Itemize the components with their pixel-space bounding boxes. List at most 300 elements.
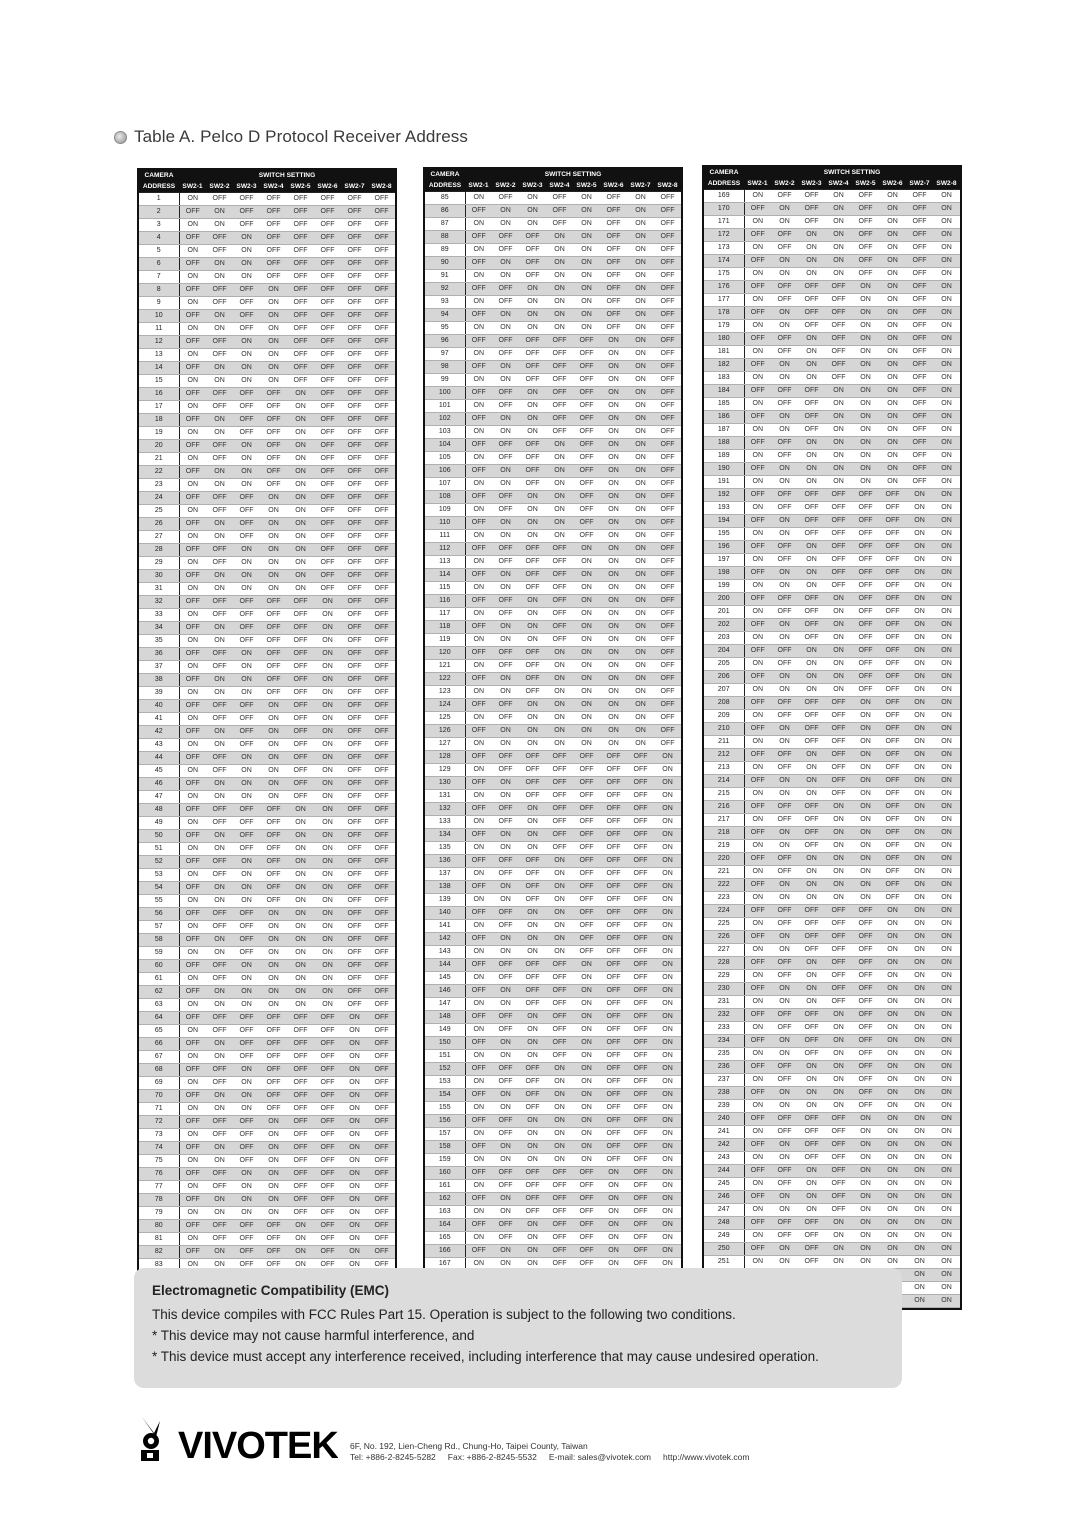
switch-setting-header: SWITCH SETTING: [465, 169, 681, 180]
switch-state-cell: OFF: [368, 231, 395, 244]
switch-state-cell: ON: [600, 620, 627, 633]
switch-state-cell: OFF: [341, 530, 368, 543]
switch-state-cell: OFF: [287, 1115, 314, 1128]
address-table-1: [137, 168, 397, 1287]
switch-state-cell: OFF: [519, 1179, 546, 1192]
switch-state-cell: ON: [654, 815, 681, 828]
table-row: [139, 1050, 395, 1063]
camera-address-cell: 36: [139, 647, 179, 660]
table-row: [425, 464, 681, 477]
switch-state-cell: OFF: [519, 685, 546, 698]
switch-state-cell: ON: [341, 1141, 368, 1154]
switch-state-cell: OFF: [852, 631, 879, 644]
switch-state-cell: ON: [314, 686, 341, 699]
camera-address-cell: 150: [425, 1036, 465, 1049]
switch-state-cell: ON: [573, 724, 600, 737]
camera-address-cell: 152: [425, 1062, 465, 1075]
switch-state-cell: OFF: [368, 530, 395, 543]
switch-state-cell: ON: [492, 464, 519, 477]
switch-state-cell: OFF: [627, 984, 654, 997]
switch-state-cell: ON: [519, 295, 546, 308]
switch-state-cell: ON: [798, 566, 825, 579]
switch-state-cell: OFF: [906, 358, 933, 371]
switch-state-cell: ON: [519, 412, 546, 425]
camera-address-cell: 140: [425, 906, 465, 919]
camera-address-cell: 134: [425, 828, 465, 841]
circle-bullet-icon: [114, 131, 127, 144]
switch-state-cell: ON: [573, 1101, 600, 1114]
switch-state-cell: OFF: [825, 1203, 852, 1216]
table-row: [425, 984, 681, 997]
switch-state-cell: ON: [179, 946, 206, 959]
website-link[interactable]: http://www.vivotek.com: [663, 1452, 750, 1462]
switch-state-cell: ON: [260, 569, 287, 582]
switch-state-cell: OFF: [492, 282, 519, 295]
camera-address-cell: 3: [139, 218, 179, 231]
switch-state-cell: OFF: [654, 646, 681, 659]
switch-state-cell: ON: [654, 1062, 681, 1075]
switch-state-cell: ON: [825, 1242, 852, 1255]
emc-notice: [134, 1268, 902, 1388]
table-row: [425, 906, 681, 919]
switch-setting-header: SWITCH SETTING: [179, 170, 395, 181]
switch-state-cell: ON: [879, 267, 906, 280]
switch-state-cell: OFF: [654, 620, 681, 633]
switch-state-cell: ON: [465, 477, 492, 490]
switch-state-cell: ON: [933, 1047, 960, 1060]
camera-address-cell: 173: [704, 241, 744, 254]
switch-state-cell: OFF: [573, 529, 600, 542]
switch-state-cell: OFF: [341, 959, 368, 972]
switch-state-cell: OFF: [654, 425, 681, 438]
switch-state-cell: ON: [341, 1258, 368, 1271]
switch-state-cell: OFF: [546, 594, 573, 607]
switch-state-cell: ON: [933, 735, 960, 748]
switch-state-cell: ON: [798, 878, 825, 891]
switch-state-cell: ON: [933, 1008, 960, 1021]
switch-state-cell: ON: [600, 477, 627, 490]
table-row: [425, 828, 681, 841]
switch-state-cell: ON: [260, 738, 287, 751]
switch-state-cell: ON: [879, 254, 906, 267]
camera-address-cell: 87: [425, 217, 465, 230]
switch-state-cell: ON: [627, 191, 654, 204]
switch-state-cell: ON: [314, 868, 341, 881]
switch-state-cell: OFF: [546, 1244, 573, 1257]
switch-state-cell: OFF: [368, 1115, 395, 1128]
switch-state-cell: OFF: [368, 725, 395, 738]
switch-state-cell: OFF: [492, 191, 519, 204]
switch-state-cell: OFF: [573, 880, 600, 893]
switch-state-cell: OFF: [287, 1102, 314, 1115]
switch-state-cell: ON: [906, 982, 933, 995]
table-row: [139, 790, 395, 803]
camera-address-cell: 212: [704, 748, 744, 761]
switch-state-cell: ON: [206, 530, 233, 543]
switch-state-cell: OFF: [368, 413, 395, 426]
switch-state-cell: OFF: [825, 904, 852, 917]
switch-state-cell: OFF: [600, 906, 627, 919]
table-row: [704, 1060, 960, 1073]
camera-address-cell: 112: [425, 542, 465, 555]
switch-state-cell: ON: [879, 215, 906, 228]
camera-address-cell: 183: [704, 371, 744, 384]
switch-state-cell: ON: [233, 1076, 260, 1089]
switch-state-cell: OFF: [314, 218, 341, 231]
camera-address-cell: 77: [139, 1180, 179, 1193]
table-row: [704, 982, 960, 995]
switch-state-cell: OFF: [314, 1245, 341, 1258]
camera-address-cell: 250: [704, 1242, 744, 1255]
switch-state-cell: ON: [260, 946, 287, 959]
switch-state-cell: ON: [933, 904, 960, 917]
switch-column-header: SW2-1: [179, 181, 206, 192]
switch-state-cell: ON: [771, 1099, 798, 1112]
switch-state-cell: ON: [906, 579, 933, 592]
switch-state-cell: ON: [314, 894, 341, 907]
switch-state-cell: ON: [654, 1023, 681, 1036]
switch-state-cell: ON: [906, 904, 933, 917]
camera-address-cell: 24: [139, 491, 179, 504]
switch-state-cell: ON: [906, 826, 933, 839]
table-row: [139, 673, 395, 686]
switch-state-cell: OFF: [798, 1138, 825, 1151]
switch-state-cell: OFF: [206, 1180, 233, 1193]
switch-column-header: SW2-5: [852, 178, 879, 189]
switch-state-cell: OFF: [654, 711, 681, 724]
switch-state-cell: OFF: [341, 244, 368, 257]
camera-address-cell: 63: [139, 998, 179, 1011]
switch-state-cell: OFF: [654, 269, 681, 282]
table-row: [139, 452, 395, 465]
camera-address-cell: 117: [425, 607, 465, 620]
switch-state-cell: OFF: [314, 296, 341, 309]
table-row: [425, 438, 681, 451]
switch-state-cell: OFF: [825, 943, 852, 956]
switch-state-cell: ON: [825, 1047, 852, 1060]
switch-state-cell: OFF: [314, 335, 341, 348]
switch-state-cell: OFF: [368, 361, 395, 374]
camera-address-cell: 133: [425, 815, 465, 828]
switch-state-cell: ON: [341, 1193, 368, 1206]
switch-state-cell: OFF: [492, 711, 519, 724]
switch-state-cell: OFF: [465, 1166, 492, 1179]
switch-state-cell: OFF: [287, 738, 314, 751]
switch-state-cell: ON: [179, 686, 206, 699]
switch-state-cell: OFF: [179, 881, 206, 894]
switch-state-cell: OFF: [206, 1115, 233, 1128]
switch-state-cell: ON: [852, 1151, 879, 1164]
switch-state-cell: OFF: [798, 1255, 825, 1268]
switch-state-cell: OFF: [368, 634, 395, 647]
switch-state-cell: OFF: [573, 1205, 600, 1218]
camera-address-cell: 26: [139, 517, 179, 530]
camera-address-cell: 18: [139, 413, 179, 426]
switch-state-cell: ON: [233, 452, 260, 465]
table-row: [704, 774, 960, 787]
switch-state-cell: ON: [798, 449, 825, 462]
switch-state-cell: ON: [179, 1050, 206, 1063]
table-row: [704, 735, 960, 748]
table-row: [139, 725, 395, 738]
camera-address-cell: 43: [139, 738, 179, 751]
switch-state-cell: OFF: [368, 387, 395, 400]
switch-state-cell: ON: [206, 881, 233, 894]
switch-state-cell: OFF: [492, 854, 519, 867]
switch-state-cell: ON: [519, 1036, 546, 1049]
camera-address-cell: 60: [139, 959, 179, 972]
switch-state-cell: OFF: [519, 256, 546, 269]
switch-state-cell: OFF: [314, 231, 341, 244]
switch-state-cell: OFF: [233, 517, 260, 530]
switch-state-cell: ON: [179, 582, 206, 595]
table-row: [425, 1140, 681, 1153]
camera-address-cell: 69: [139, 1076, 179, 1089]
switch-state-cell: OFF: [744, 410, 771, 423]
switch-state-cell: OFF: [287, 309, 314, 322]
camera-address-cell: 80: [139, 1219, 179, 1232]
switch-state-cell: ON: [519, 191, 546, 204]
camera-address-cell: 240: [704, 1112, 744, 1125]
table-row: [425, 269, 681, 282]
switch-state-cell: OFF: [287, 374, 314, 387]
switch-state-cell: OFF: [744, 982, 771, 995]
switch-state-cell: OFF: [519, 555, 546, 568]
switch-state-cell: ON: [852, 345, 879, 358]
email-link[interactable]: E-mail: sales@vivotek.com: [548, 1452, 652, 1462]
switch-state-cell: ON: [206, 1245, 233, 1258]
switch-state-cell: ON: [879, 319, 906, 332]
switch-state-cell: ON: [852, 371, 879, 384]
camera-address-cell: 56: [139, 907, 179, 920]
camera-address-cell: 154: [425, 1088, 465, 1101]
switch-state-cell: OFF: [573, 854, 600, 867]
switch-state-cell: OFF: [654, 321, 681, 334]
switch-state-cell: ON: [825, 423, 852, 436]
switch-state-cell: ON: [314, 738, 341, 751]
switch-state-cell: OFF: [744, 1190, 771, 1203]
switch-state-cell: OFF: [771, 761, 798, 774]
switch-state-cell: ON: [287, 387, 314, 400]
table-row: [704, 540, 960, 553]
camera-address-cell: 67: [139, 1050, 179, 1063]
switch-state-cell: ON: [492, 880, 519, 893]
table-row: [704, 670, 960, 683]
camera-address-cell: 9: [139, 296, 179, 309]
switch-state-cell: OFF: [654, 230, 681, 243]
switch-state-cell: ON: [852, 462, 879, 475]
switch-state-cell: ON: [933, 696, 960, 709]
switch-state-cell: OFF: [341, 426, 368, 439]
switch-state-cell: ON: [287, 439, 314, 452]
switch-state-cell: OFF: [314, 1232, 341, 1245]
camera-header: CAMERA: [704, 167, 744, 178]
switch-state-cell: ON: [287, 452, 314, 465]
switch-state-cell: ON: [287, 985, 314, 998]
switch-state-cell: ON: [492, 672, 519, 685]
switch-state-cell: OFF: [519, 1101, 546, 1114]
switch-state-cell: OFF: [465, 594, 492, 607]
switch-state-cell: ON: [744, 813, 771, 826]
switch-state-cell: ON: [852, 1125, 879, 1138]
switch-state-cell: ON: [744, 631, 771, 644]
switch-state-cell: OFF: [465, 724, 492, 737]
switch-state-cell: ON: [573, 698, 600, 711]
switch-state-cell: ON: [600, 399, 627, 412]
camera-address-cell: 206: [704, 670, 744, 683]
switch-state-cell: ON: [906, 683, 933, 696]
switch-state-cell: ON: [627, 451, 654, 464]
switch-state-cell: ON: [314, 972, 341, 985]
switch-state-cell: ON: [600, 386, 627, 399]
switch-state-cell: OFF: [341, 517, 368, 530]
switch-state-cell: ON: [519, 932, 546, 945]
switch-state-cell: OFF: [600, 217, 627, 230]
switch-state-cell: OFF: [314, 569, 341, 582]
switch-state-cell: ON: [287, 998, 314, 1011]
switch-state-cell: OFF: [179, 855, 206, 868]
table-row: [425, 1036, 681, 1049]
switch-state-cell: ON: [627, 438, 654, 451]
switch-state-cell: OFF: [206, 1011, 233, 1024]
switch-state-cell: OFF: [206, 1167, 233, 1180]
switch-state-cell: ON: [233, 1089, 260, 1102]
switch-state-cell: OFF: [627, 1127, 654, 1140]
table-row: [425, 243, 681, 256]
switch-state-cell: ON: [906, 1073, 933, 1086]
switch-state-cell: OFF: [465, 750, 492, 763]
switch-state-cell: OFF: [314, 1141, 341, 1154]
switch-state-cell: OFF: [492, 542, 519, 555]
camera-address-cell: 79: [139, 1206, 179, 1219]
switch-state-cell: OFF: [260, 270, 287, 283]
switch-state-cell: ON: [546, 308, 573, 321]
switch-state-cell: ON: [573, 555, 600, 568]
switch-state-cell: ON: [314, 595, 341, 608]
switch-state-cell: OFF: [600, 191, 627, 204]
switch-state-cell: OFF: [314, 1102, 341, 1115]
switch-state-cell: OFF: [573, 815, 600, 828]
switch-state-cell: OFF: [906, 462, 933, 475]
switch-state-cell: ON: [573, 542, 600, 555]
table-row: [425, 321, 681, 334]
switch-state-cell: OFF: [206, 1232, 233, 1245]
switch-state-cell: ON: [906, 943, 933, 956]
switch-state-cell: ON: [933, 670, 960, 683]
switch-state-cell: OFF: [465, 1062, 492, 1075]
switch-state-cell: OFF: [341, 465, 368, 478]
switch-state-cell: ON: [906, 787, 933, 800]
table-row: [139, 257, 395, 270]
table-row: [139, 283, 395, 296]
switch-state-cell: ON: [798, 267, 825, 280]
switch-state-cell: OFF: [744, 566, 771, 579]
camera-address-cell: 126: [425, 724, 465, 737]
table-row: [139, 491, 395, 504]
camera-address-cell: 220: [704, 852, 744, 865]
switch-state-cell: ON: [771, 475, 798, 488]
table-row: [425, 763, 681, 776]
switch-state-cell: ON: [179, 608, 206, 621]
camera-address-cell: 236: [704, 1060, 744, 1073]
switch-state-cell: ON: [627, 360, 654, 373]
camera-address-cell: 203: [704, 631, 744, 644]
switch-state-cell: ON: [519, 529, 546, 542]
table-row: [425, 360, 681, 373]
table-title-row: [114, 127, 468, 147]
switch-state-cell: ON: [906, 1164, 933, 1177]
switch-state-cell: OFF: [627, 1036, 654, 1049]
switch-state-cell: ON: [654, 867, 681, 880]
switch-state-cell: OFF: [179, 959, 206, 972]
switch-state-cell: OFF: [314, 1180, 341, 1193]
camera-address-cell: 207: [704, 683, 744, 696]
switch-state-cell: OFF: [465, 308, 492, 321]
switch-state-cell: ON: [233, 790, 260, 803]
table-row: [425, 490, 681, 503]
switch-state-cell: OFF: [600, 841, 627, 854]
switch-state-cell: ON: [654, 880, 681, 893]
switch-state-cell: OFF: [825, 514, 852, 527]
switch-state-cell: ON: [260, 1115, 287, 1128]
switch-state-cell: ON: [798, 553, 825, 566]
switch-state-cell: ON: [879, 449, 906, 462]
switch-state-cell: OFF: [771, 488, 798, 501]
switch-state-cell: OFF: [314, 1089, 341, 1102]
table-row: [704, 397, 960, 410]
switch-state-cell: OFF: [368, 998, 395, 1011]
switch-state-cell: OFF: [879, 683, 906, 696]
switch-state-cell: OFF: [744, 644, 771, 657]
table-row: [139, 556, 395, 569]
table-row: [704, 280, 960, 293]
switch-state-cell: ON: [179, 1154, 206, 1167]
switch-state-cell: ON: [852, 423, 879, 436]
camera-address-cell: 31: [139, 582, 179, 595]
table-row: [425, 659, 681, 672]
switch-state-cell: OFF: [600, 958, 627, 971]
switch-state-cell: ON: [287, 1245, 314, 1258]
table-row: [425, 776, 681, 789]
switch-state-cell: OFF: [852, 605, 879, 618]
switch-state-cell: ON: [260, 699, 287, 712]
switch-state-cell: OFF: [341, 920, 368, 933]
switch-state-cell: OFF: [600, 282, 627, 295]
table-row: [704, 527, 960, 540]
switch-state-cell: ON: [519, 919, 546, 932]
switch-state-cell: OFF: [260, 1024, 287, 1037]
switch-state-cell: OFF: [627, 1205, 654, 1218]
switch-state-cell: ON: [600, 1257, 627, 1270]
switch-state-cell: OFF: [206, 907, 233, 920]
switch-state-cell: OFF: [798, 1112, 825, 1125]
switch-state-cell: OFF: [368, 738, 395, 751]
switch-state-cell: ON: [654, 984, 681, 997]
switch-state-cell: ON: [179, 712, 206, 725]
switch-state-cell: OFF: [573, 451, 600, 464]
switch-state-cell: ON: [744, 267, 771, 280]
camera-address-cell: 143: [425, 945, 465, 958]
switch-state-cell: ON: [879, 917, 906, 930]
switch-state-cell: ON: [879, 1073, 906, 1086]
switch-state-cell: ON: [825, 267, 852, 280]
switch-state-cell: OFF: [341, 192, 368, 205]
switch-state-cell: ON: [287, 1258, 314, 1271]
switch-state-cell: OFF: [206, 348, 233, 361]
switch-state-cell: OFF: [852, 514, 879, 527]
switch-state-cell: OFF: [233, 1011, 260, 1024]
switch-state-cell: ON: [906, 839, 933, 852]
